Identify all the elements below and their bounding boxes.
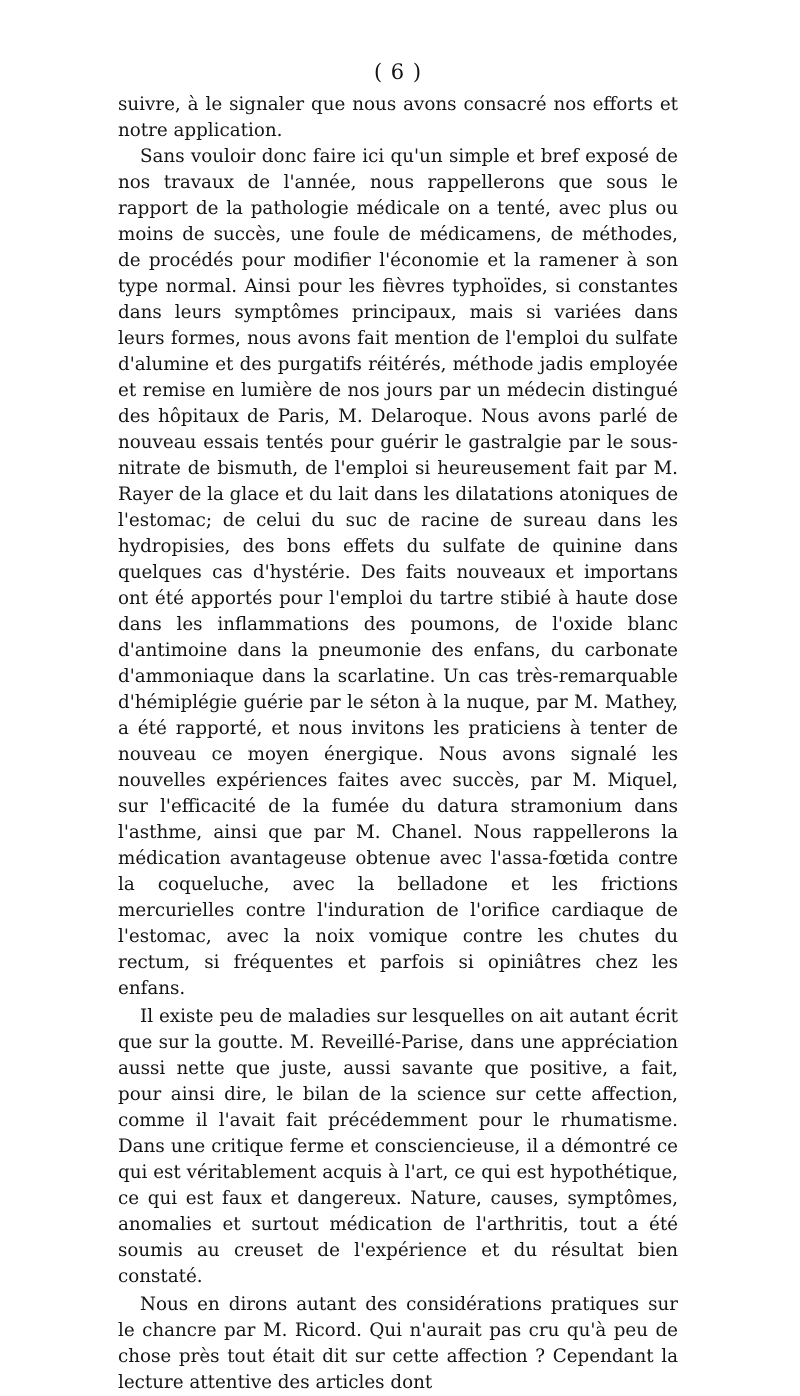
paragraph-chancre: Nous en dirons autant des considérations pratiques sur le chancre par M. Ricord. Qui n'aurait pas cru qu'à peu de chose près tout était dit sur cette affection ? Cependant la lecture attentive des articles dont xyxy=(118,1294,678,1393)
body-text xyxy=(118,92,678,1396)
paragraph-goutte: Il existe peu de maladies sur lesquelles on ait autant écrit que sur la goutte. M. Reveillé-Parise, dans une appréciation aussi nette que juste, aussi savante que positive, a fait, pour ainsi dire, le bilan de la science sur cette affection, comme il l'avait fait précédemment pour le rhumatisme. Dans une critique ferme et consciencieuse, il a démontré ce qui est véritablement acquis à l'art, ce qui est hypothétique, ce qui est faux et dangereux. Nature, causes, symptômes, anomalies et surtout médication de l'arthritis, tout a été soumis au creuset de l'expérience et du résultat bien constaté. xyxy=(118,1006,678,1287)
paragraph-continuation: suivre, à le signaler que nous avons consacré nos efforts et notre application. xyxy=(118,94,678,141)
document-page xyxy=(118,58,678,1396)
page-number: ( 6 ) xyxy=(373,60,423,84)
paragraph-therapeutics: Sans vouloir donc faire ici qu'un simple et bref exposé de nos travaux de l'année, nous rappellerons que sous le rapport de la pathologie médicale on a tenté, avec plus ou moins de succès, une foule de médicamens, de méthodes, de procédés pour modifier l'économie et la ramener à son type normal. Ainsi pour les fièvres typhoïdes, si constantes dans leurs symptômes principaux, mais si variées dans leurs formes, nous avons fait mention de l'emploi du sulfate d'alumine et des purgatifs réitérés, méthode jadis employée et remise en lumière de nos jours par un médecin distingué des hôpitaux de Paris, M. Delaroque. Nous avons parlé de nouveau essais tentés pour guérir le gastralgie par le sous-nitrate de bismuth, de l'emploi si heureusement fait par M. Rayer de la glace et du lait dans les dilatations atoniques de l'estomac; de celui du suc de racine de sureau dans les hydropisies, des bons effets du sulfate de quinine dans quelques cas d'hystérie. Des faits nouveaux et importans ont été apportés pour l'emploi du tartre stibié à haute dose dans les inflammations des poumons, de l'oxide blanc d'antimoine dans la pneumonie des enfans, du carbonate d'ammoniaque dans la scarlatine. Un cas très-remarquable d'hémiplégie guérie par le séton à la nuque, par M. Mathey, a été rapporté, et nous invitons les praticiens à tenter de nouveau ce moyen énergique. Nous avons signalé les nouvelles expériences faites avec succès, par M. Miquel, sur l'efficacité de la fumée du datura stramonium dans l'asthme, ainsi que par M. Chanel. Nous rappellerons la médication avantageuse obtenue avec l'assa-fœtida contre la coqueluche, avec la belladone et les frictions mercurielles contre l'induration de l'orifice cardiaque de l'estomac, avec la noix vomique contre les chutes du rectum, si fréquentes et parfois si opiniâtres chez les enfans. xyxy=(118,146,679,999)
